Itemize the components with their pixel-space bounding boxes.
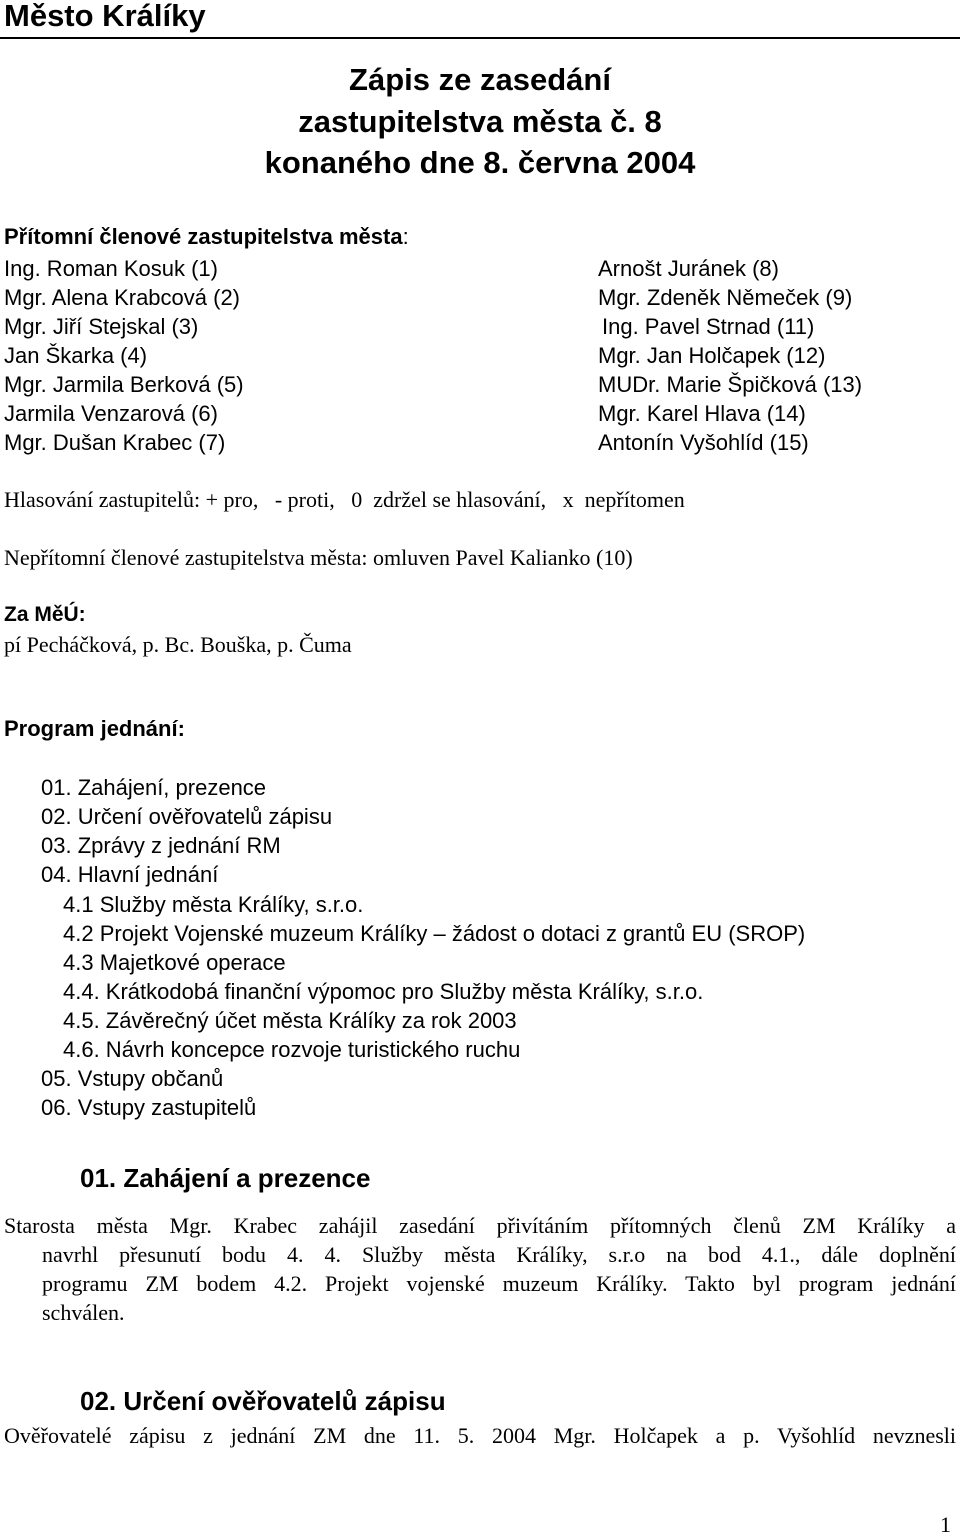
member-right-6: Mgr. Karel Hlava (14) <box>598 401 806 426</box>
program-item-04: 04. Hlavní jednání <box>41 862 219 887</box>
program-item-01: 01. Zahájení, prezence <box>41 775 267 800</box>
program-item-05: 05. Vstupy občanů <box>41 1066 224 1091</box>
member-right-7: Antonín Vyšohlíd (15) <box>598 430 809 455</box>
section-2-paragraph <box>4 1421 956 1450</box>
members-heading <box>4 224 409 250</box>
program-item-4-4: 4.4. Krátkodobá finanční výpomoc pro Služby města Králíky, s.r.o. <box>63 979 704 1004</box>
section-1-line-2: navrhl přesunutí bodu 4. 4. Služby města Králíky, s.r.o na bod 4.1., dále doplnění <box>42 1242 956 1267</box>
program-item-06: 06. Vstupy zastupitelů <box>41 1095 257 1120</box>
program-heading: Program jednání: <box>4 716 185 741</box>
member-right-2: Mgr. Zdeněk Němeček (9) <box>598 285 853 310</box>
section-1-line-3: programu ZM bodem 4.2. Projekt vojenské muzeum Králíky. Takto byl program jednání <box>42 1271 956 1296</box>
program-item-4-2: 4.2 Projekt Vojenské muzeum Králíky – žádost o dotaci z grantů EU (SROP) <box>63 921 806 946</box>
member-right-1: Arnošt Juránek (8) <box>598 256 779 281</box>
members-heading-colon: : <box>402 224 409 249</box>
absent-members: Nepřítomní členové zastupitelstva města: omluven Pavel Kalianko (10) <box>4 545 633 570</box>
program-item-02: 02. Určení ověřovatelů zápisu <box>41 804 333 829</box>
program-item-4-5: 4.5. Závěrečný účet města Králíky za rok 2003 <box>63 1008 517 1033</box>
voting-legend: Hlasování zastupitelů: + pro, - proti, 0 zdržel se hlasování, x nepřítomen <box>4 487 685 512</box>
meu-staff: pí Pecháčková, p. Bc. Bouška, p. Čuma <box>4 632 352 657</box>
section-1-line-4: schválen. <box>42 1300 125 1325</box>
member-left-2: Mgr. Alena Krabcová (2) <box>4 285 241 310</box>
header-rule <box>0 37 960 39</box>
member-left-5: Mgr. Jarmila Berková (5) <box>4 372 244 397</box>
section-2-heading: 02. Určení ověřovatelů zápisu <box>80 1386 446 1416</box>
member-left-6: Jarmila Venzarová (6) <box>4 401 218 426</box>
member-right-4: Mgr. Jan Holčapek (12) <box>598 343 826 368</box>
member-left-4: Jan Škarka (4) <box>4 343 148 368</box>
section-2-line-1: Ověřovatelé zápisu z jednání ZM dne 11. 5. 2004 Mgr. Holčapek a p. Vyšohlíd nevznesli <box>4 1423 956 1448</box>
member-left-1: Ing. Roman Kosuk (1) <box>4 256 218 281</box>
program-item-4-3: 4.3 Majetkové operace <box>63 950 286 975</box>
members-heading-text: Přítomní členové zastupitelstva města <box>4 224 403 249</box>
member-right-5: MUDr. Marie Špičková (13) <box>598 372 863 397</box>
section-1-line-1: Starosta města Mgr. Krabec zahájil zasedání přivítáním přítomných členů ZM Králíky a <box>4 1213 956 1238</box>
section-1-heading: 01. Zahájení a prezence <box>80 1163 371 1193</box>
member-left-7: Mgr. Dušan Krabec (7) <box>4 430 226 455</box>
program-item-03: 03. Zprávy z jednání RM <box>41 833 281 858</box>
document-title-line-1: Zápis ze zasedání <box>349 62 611 97</box>
meu-heading: Za MěÚ: <box>4 603 86 626</box>
program-item-4-1: 4.1 Služby města Králíky, s.r.o. <box>63 892 364 917</box>
document-title-line-2: zastupitelstva města č. 8 <box>298 104 662 139</box>
city-title: Město Králíky <box>4 0 206 33</box>
section-1-paragraph <box>4 1211 956 1327</box>
member-left-3: Mgr. Jiří Stejskal (3) <box>4 314 199 339</box>
document-title-line-3: konaného dne 8. června 2004 <box>264 145 696 180</box>
program-item-4-6: 4.6. Návrh koncepce rozvoje turistického ruchu <box>63 1037 521 1062</box>
member-right-3: Ing. Pavel Strnad (11) <box>602 314 815 339</box>
page-number: 1 <box>940 1512 951 1537</box>
